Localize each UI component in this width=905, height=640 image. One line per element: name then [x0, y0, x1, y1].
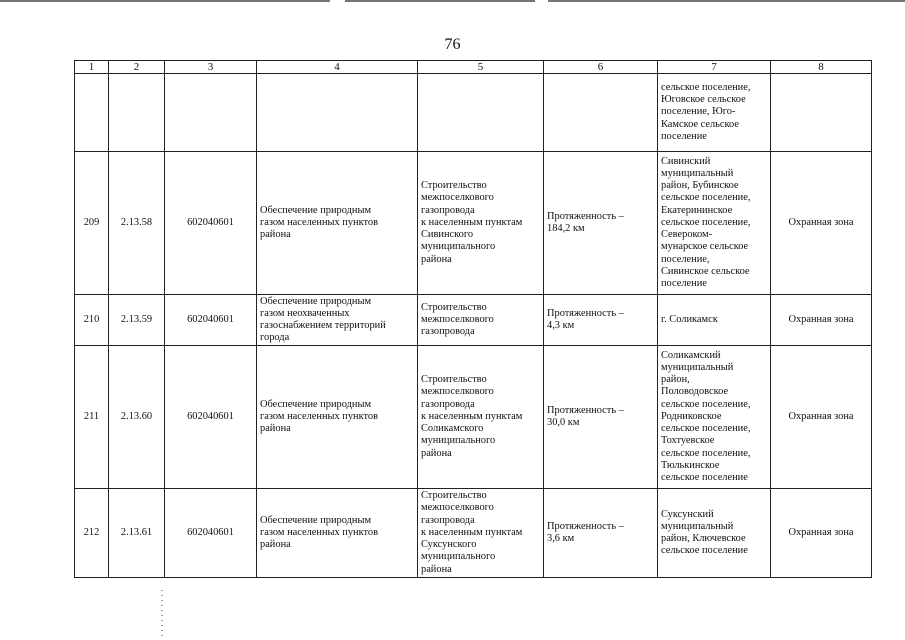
classifier-code-cell: 602040601 — [165, 295, 257, 346]
column-header: 5 — [418, 61, 544, 74]
classifier-code-cell: 602040601 — [165, 489, 257, 578]
object-code-cell: 2.13.58 — [109, 152, 165, 295]
row-number-cell — [75, 74, 109, 152]
table-row — [75, 295, 872, 346]
purpose-cell: Обеспечение природным газом неохваченных газоснабжением территорий города — [257, 295, 418, 346]
table-row-continuation — [75, 74, 872, 152]
table-row — [75, 152, 872, 295]
object-code-cell — [109, 74, 165, 152]
header-row — [75, 61, 872, 74]
location-cell: Сивинский муниципальный район, Бубинское сельское поселение, Екатерининское сельское поселение, Североком- мунарское сельское поселение, Сивинское сельское поселение — [658, 152, 771, 295]
measure-cell: Протяженность – 184,2 км — [544, 152, 658, 295]
purpose-cell: Обеспечение природным газом населенных пунктов района — [257, 346, 418, 489]
row-number-cell: 212 — [75, 489, 109, 578]
zone-cell: Охранная зона — [771, 346, 872, 489]
location-cell: г. Соликамск — [658, 295, 771, 346]
table-row — [75, 346, 872, 489]
object-cell: Строительство межпоселкового газопровода к населенным пунктам Сивинского муниципального района — [418, 152, 544, 295]
object-code-cell: 2.13.59 — [109, 295, 165, 346]
classifier-code-cell — [165, 74, 257, 152]
scan-dot-marks — [161, 590, 163, 638]
column-header: 2 — [109, 61, 165, 74]
object-code-cell: 2.13.60 — [109, 346, 165, 489]
column-header: 3 — [165, 61, 257, 74]
measure-cell — [544, 74, 658, 152]
zone-cell: Охранная зона — [771, 152, 872, 295]
table-row — [75, 489, 872, 578]
measure-cell: Протяженность – 4,3 км — [544, 295, 658, 346]
purpose-cell: Обеспечение природным газом населенных пунктов района — [257, 152, 418, 295]
row-number-cell: 209 — [75, 152, 109, 295]
column-header: 8 — [771, 61, 872, 74]
column-header: 7 — [658, 61, 771, 74]
purpose-cell — [257, 74, 418, 152]
scan-top-edge — [0, 0, 905, 3]
column-header: 1 — [75, 61, 109, 74]
column-header: 6 — [544, 61, 658, 74]
row-number-cell: 210 — [75, 295, 109, 346]
object-cell: Строительство межпоселкового газопровода к населенным пунктам Суксунского муниципального района — [418, 489, 544, 578]
measure-cell: Протяженность – 30,0 км — [544, 346, 658, 489]
zone-cell: Охранная зона — [771, 295, 872, 346]
classifier-code-cell: 602040601 — [165, 152, 257, 295]
measure-cell: Протяженность – 3,6 км — [544, 489, 658, 578]
location-cell: Соликамский муниципальный район, Половодовское сельское поселение, Родниковское сельское поселение, Тохтуевское сельское поселение, Тюлькинское сельское поселение — [658, 346, 771, 489]
zone-cell: Охранная зона — [771, 489, 872, 578]
zone-cell — [771, 74, 872, 152]
column-header: 4 — [257, 61, 418, 74]
object-cell — [418, 74, 544, 152]
object-code-cell: 2.13.61 — [109, 489, 165, 578]
location-cell: сельское поселение, Юговское сельское поселение, Юго- Камское сельское поселение — [658, 74, 771, 152]
classifier-code-cell: 602040601 — [165, 346, 257, 489]
purpose-cell: Обеспечение природным газом населенных пунктов района — [257, 489, 418, 578]
object-cell: Строительство межпоселкового газопровода — [418, 295, 544, 346]
location-cell: Суксунский муниципальный район, Ключевское сельское поселение — [658, 489, 771, 578]
page-number: 76 — [444, 36, 461, 53]
object-cell: Строительство межпоселкового газопровода к населенным пунктам Соликамского муниципального района — [418, 346, 544, 489]
register-table — [74, 60, 872, 578]
row-number-cell: 211 — [75, 346, 109, 489]
